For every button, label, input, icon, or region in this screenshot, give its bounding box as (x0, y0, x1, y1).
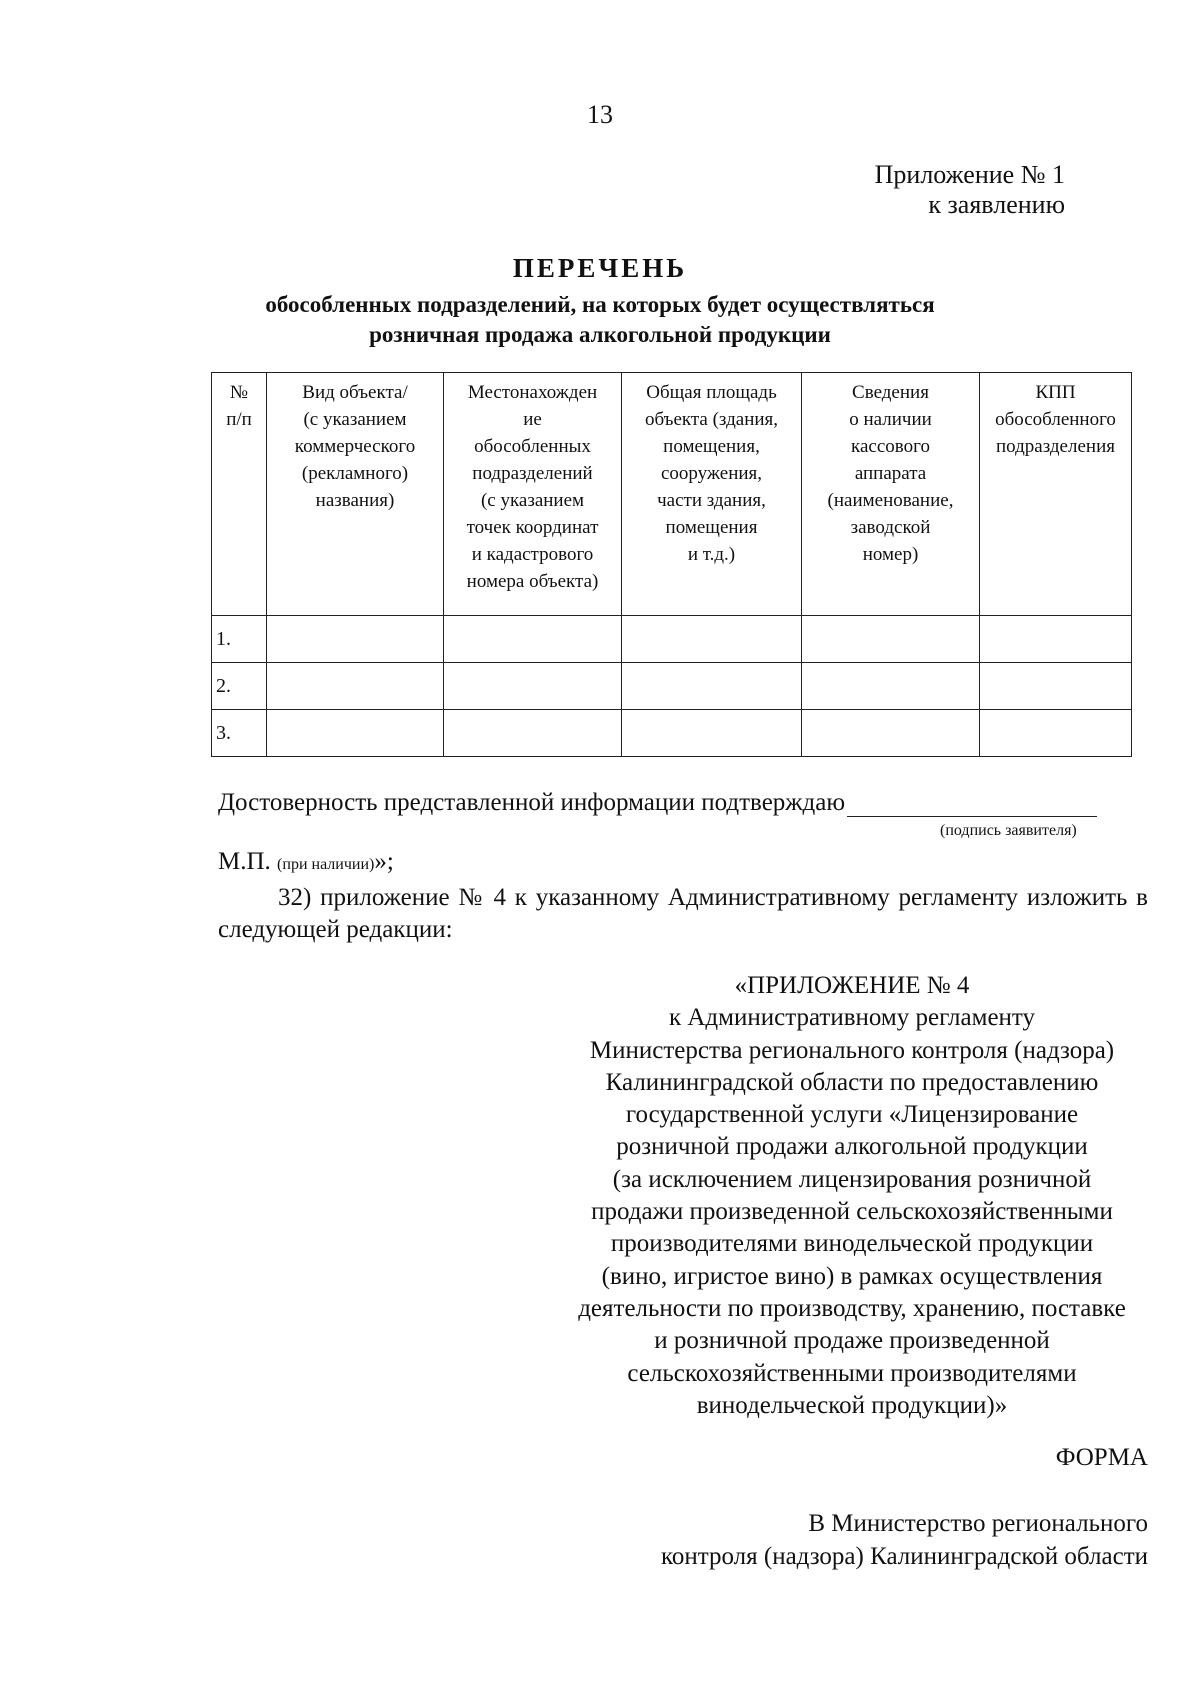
header-line: помещения, (663, 436, 760, 457)
header-line: кассового (851, 436, 930, 457)
appendix-4-line: к Административному регламенту (668, 1004, 1036, 1032)
appendix-4-line: сельскохозяйственными производителями (627, 1359, 1077, 1387)
table-cell[interactable] (622, 663, 802, 710)
addressee-line: контроля (надзора) Калининградской области (661, 1543, 1148, 1570)
stamp-label: М.П. (218, 848, 278, 875)
appendix-4-line: (вино, игристое вино) в рамках осуществления (601, 1262, 1103, 1290)
header-line: Сведения (852, 382, 929, 403)
header-line: номер) (862, 544, 919, 565)
header-cash-register (802, 373, 980, 616)
page-number: 13 (587, 100, 613, 129)
table-cell[interactable] (444, 663, 622, 710)
header-line: названия) (315, 490, 395, 511)
row-number-cell: 2. (212, 663, 267, 710)
header-line: и т.д.) (687, 544, 736, 565)
header-line: ие (523, 409, 542, 430)
table-cell[interactable] (980, 710, 1132, 757)
header-line: (с указанием (480, 490, 585, 511)
header-line: (рекламного) (301, 463, 409, 484)
appendix-reference (875, 160, 1065, 220)
signature-field[interactable] (847, 792, 1097, 817)
addressee (661, 1507, 1148, 1573)
table-cell[interactable] (444, 710, 622, 757)
appendix-4-line: и розничной продаже произведенной (654, 1327, 1050, 1355)
appendix-4-line: государственной услуги «Лицензирование (625, 1101, 1079, 1129)
signature-caption: (подпись заявителя) (940, 822, 1077, 839)
header-line: коммерческого (294, 436, 416, 457)
header-line: обособленных (474, 436, 591, 457)
header-line: Местонахожден (467, 382, 598, 403)
amendment-paragraph: 32) приложение № 4 к указанному Административному регламенту изложить в следующей редакции: (218, 884, 1148, 943)
header-object-type (267, 373, 444, 616)
appendix-4-line: деятельности по производству, хранению, поставке (578, 1294, 1126, 1322)
appendix-4-line: (за исключением лицензирования розничной (612, 1165, 1092, 1193)
table-cell[interactable] (267, 616, 444, 663)
stamp-line (218, 848, 394, 876)
header-line: подразделения (996, 436, 1115, 457)
header-line: номера объекта) (466, 571, 599, 592)
appendix-reference-line: к заявлению (928, 190, 1065, 219)
header-line: о наличии (849, 409, 932, 430)
header-number (212, 373, 267, 616)
header-line: заводской (850, 517, 931, 538)
table-header-row (212, 373, 1132, 616)
header-line: № (229, 382, 249, 403)
stamp-tail: »; (374, 848, 394, 875)
subdivisions-table (211, 372, 1132, 757)
appendix-4-heading (542, 970, 1162, 1422)
table-row (212, 616, 1132, 663)
confirmation-text: Достоверность представленной информации подтверждаю (218, 789, 846, 816)
header-location (444, 373, 622, 616)
table-cell[interactable] (622, 710, 802, 757)
header-line: объекта (здания, (644, 409, 779, 430)
header-line: обособленного (995, 409, 1116, 430)
header-line: КПП (1035, 382, 1076, 403)
form-label: ФОРМА (1055, 1444, 1148, 1471)
table-cell[interactable] (980, 616, 1132, 663)
header-line: Вид объекта/ (302, 382, 408, 403)
header-line: п/п (226, 409, 252, 430)
table-cell[interactable] (802, 710, 980, 757)
header-line: помещения (665, 517, 758, 538)
table-row (212, 710, 1132, 757)
header-line: Общая площадь (646, 382, 777, 403)
header-line: аппарата (854, 463, 927, 484)
header-line: точек координат (466, 517, 599, 538)
document-title: ПЕРЕЧЕНЬ (512, 253, 688, 283)
appendix-4-line: Калининградской области по предоставлению (605, 1068, 1099, 1096)
subtitle-line: обособленных подразделений, на которых будет осуществляться (265, 292, 935, 317)
document-subtitle (0, 290, 1200, 350)
table-cell[interactable] (622, 616, 802, 663)
confirmation-line (218, 789, 1097, 817)
appendix-reference-line: Приложение № 1 (874, 160, 1065, 189)
header-area (622, 373, 802, 616)
table-cell[interactable] (444, 616, 622, 663)
table-cell[interactable] (802, 663, 980, 710)
appendix-4-line: Министерства регионального контроля (надзора) (589, 1036, 1115, 1064)
table-cell[interactable] (980, 663, 1132, 710)
stamp-note: (при наличии) (277, 856, 375, 873)
row-number-cell: 3. (212, 710, 267, 757)
header-line: подразделений (472, 463, 593, 484)
header-line: (с указанием (303, 409, 407, 430)
table-cell[interactable] (267, 710, 444, 757)
appendix-4-line: «ПРИЛОЖЕНИЕ № 4 (734, 972, 970, 999)
header-line: сооружения, (660, 463, 763, 484)
table-cell[interactable] (267, 663, 444, 710)
addressee-line: В Министерство регионального (808, 1510, 1148, 1537)
header-line: (наименование, (827, 490, 954, 511)
row-number-cell: 1. (212, 616, 267, 663)
appendix-4-line: производителями винодельческой продукции (610, 1230, 1094, 1258)
appendix-4-line: винодельческой продукции)» (696, 1391, 1008, 1419)
header-kpp (980, 373, 1132, 616)
header-line: и кадастрового (471, 544, 594, 565)
table-row (212, 663, 1132, 710)
appendix-4-line: продажи произведенной сельскохозяйственными (591, 1198, 1113, 1226)
header-line: части здания, (657, 490, 766, 511)
appendix-4-line: розничной продажи алкогольной продукции (616, 1133, 1088, 1161)
subtitle-line: розничная продажа алкогольной продукции (369, 322, 831, 347)
table-cell[interactable] (802, 616, 980, 663)
